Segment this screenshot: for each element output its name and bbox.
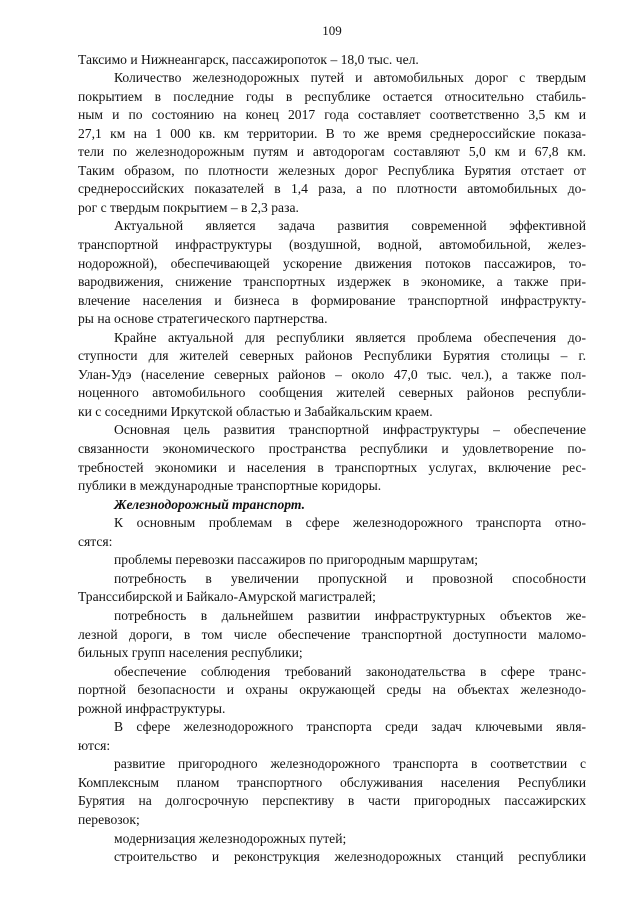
text-line: покрытием в последние годы в республике остается относительно стабиль- xyxy=(78,88,586,104)
text-line: 27,1 км на 1 000 кв. км территории. В то же время среднероссийские показа- xyxy=(78,125,586,141)
text-line: рог с твердым покрытием – в 2,3 раза. xyxy=(78,199,299,215)
text-line: Таким образом, по плотности железных дорог Республика Бурятия отстает от xyxy=(78,162,586,178)
text-line: Таксимо и Нижнеангарск, пассажиропоток – 18,0 тыс. чел. xyxy=(78,51,419,67)
text-line: лезной дороги, в том числе обеспечение транспортной доступности маломо- xyxy=(78,626,586,642)
text-line: Количество железнодорожных путей и автомобильных дорог с твердым xyxy=(114,70,586,86)
list-item: строительство и реконструкция железнодорожных станций республики xyxy=(114,849,586,865)
text-line: Комплексным планом транспортного обслуживания населения Республики xyxy=(78,774,586,790)
list-item: модернизация железнодорожных путей; xyxy=(114,830,347,846)
text-line: ноценного автомобильного сообщения жителей северных районов республи- xyxy=(78,385,586,401)
list-item: проблемы перевозки пассажиров по пригородным маршрутам; xyxy=(114,552,479,568)
text-line: Бурятия на долгосрочную перспективу в части пригородных пассажирских xyxy=(78,793,586,809)
text-line: ным и по состоянию на конец 2017 года составляет соответственно 3,5 км и xyxy=(78,107,586,123)
text-line: ступности для жителей северных районов Республики Бурятия столицы – г. xyxy=(78,348,586,364)
page-number: 109 xyxy=(322,23,342,38)
text-line: Основная цель развития транспортной инфраструктуры – обеспечение xyxy=(114,422,586,438)
text-line: транспортной инфраструктуры (воздушной, водной, автомобильной, желез- xyxy=(78,237,586,253)
text-line: сятся: xyxy=(78,533,113,549)
list-item: обеспечение соблюдения требований законодательства в сфере транс- xyxy=(114,663,586,679)
document-page xyxy=(78,22,586,867)
text-line: ки с соседними Иркутской областью и Забайкальским краем. xyxy=(78,403,433,419)
list-item: потребность в увеличении пропускной и провозной способности xyxy=(114,570,586,586)
text-line: ры на основе стратегического партнерства. xyxy=(78,311,328,327)
text-line: Актуальной является задача развития современной эффективной xyxy=(114,218,586,234)
text-line: связанности экономического пространства республики и удовлетворение по- xyxy=(78,441,586,457)
text-line: Крайне актуальной для республики является проблема обеспечения до- xyxy=(114,329,586,345)
text-line: портной безопасности и охраны окружающей среды на объектах железнодо- xyxy=(78,682,586,698)
text-line: перевозок; xyxy=(78,811,140,827)
text-line: бильных групп населения республики; xyxy=(78,645,303,661)
text-line: среднероссийских показателей в 1,4 раза, а по плотности автомобильных до- xyxy=(78,181,586,197)
text-line: нодорожной), обеспечивающей ускорение движения потоков пассажиров, то- xyxy=(78,255,586,271)
section-heading: Железнодорожный транспорт. xyxy=(114,496,306,512)
text-line: рожной инфраструктуры. xyxy=(78,700,226,716)
text-line: влечение населения и бизнеса в формирование транспортной инфраструкту- xyxy=(78,292,586,308)
text-line: Транссибирской и Байкало-Амурской магистралей; xyxy=(78,589,376,605)
text-line: тели по железнодорожным путям и автодорогам составляют 5,0 км и 67,8 км. xyxy=(78,144,586,160)
text-line: В сфере железнодорожного транспорта среди задач ключевыми явля- xyxy=(114,719,586,735)
text-line: ются: xyxy=(78,737,111,753)
text-line: требностей экономики и населения в транспортных услугах, включение рес- xyxy=(78,459,586,475)
text-line: вародвижения, снижение транспортных издержек в экономике, а также при- xyxy=(78,274,586,290)
text-line: К основным проблемам в сфере железнодорожного транспорта отно- xyxy=(114,515,586,531)
text-line: публики в международные транспортные коридоры. xyxy=(78,478,382,494)
list-item: потребность в дальнейшем развитии инфраструктурных объектов же- xyxy=(114,607,586,623)
list-item: развитие пригородного железнодорожного транспорта в соответствии с xyxy=(114,756,586,772)
text-line: Улан-Удэ (население северных районов – около 47,0 тыс. чел.), а также пол- xyxy=(78,366,586,382)
